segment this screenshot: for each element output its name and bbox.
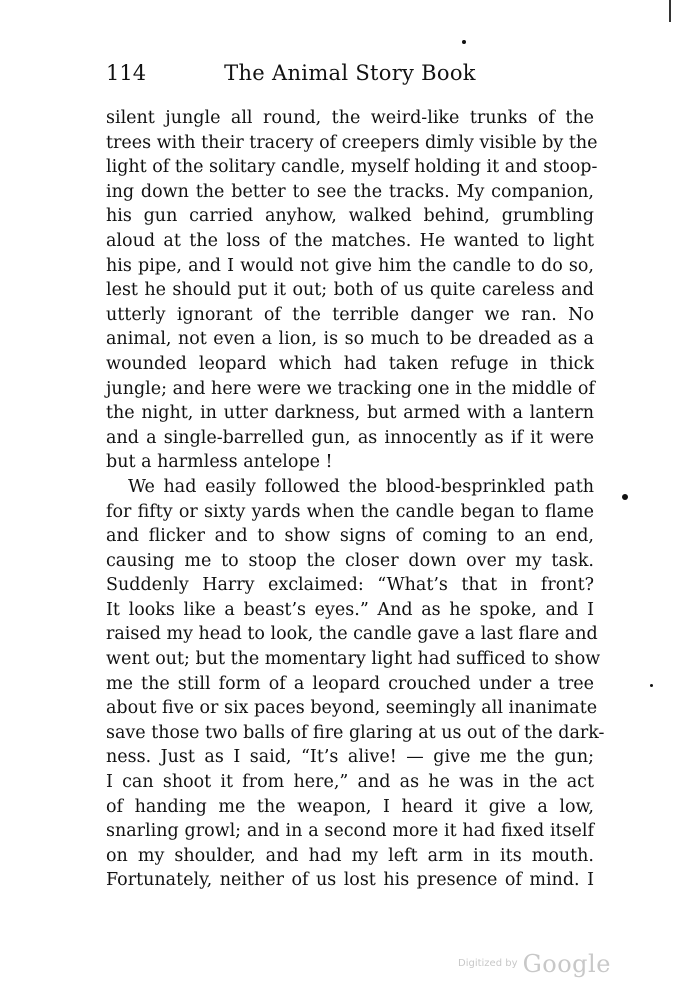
running-title: The Animal Story Book	[224, 61, 476, 85]
text-line: jungle; and here were we tracking one in the middle of	[106, 378, 595, 399]
text-line: I can shoot it from here,” and as he was in the act	[106, 772, 594, 793]
page-number: 114	[106, 61, 147, 85]
text-line: for fifty or sixty yards when the candle began to flame	[106, 501, 594, 522]
watermark-prefix: Digitized by	[458, 958, 518, 969]
text-line: Fortunately, neither of us lost his presence of mind. I	[106, 870, 594, 891]
text-line: his pipe, and I would not give him the candle to do so,	[106, 255, 594, 276]
paragraph-first-line: We had easily followed the blood-besprinkled path	[128, 476, 594, 497]
text-line: animal, not even a lion, is so much to be dreaded as a	[106, 329, 594, 350]
text-line: on my shoulder, and had my left arm in its mouth.	[106, 845, 594, 866]
text-line: utterly ignorant of the terrible danger we ran. No	[106, 304, 594, 325]
text-line: aloud at the loss of the matches. He wanted to light	[106, 230, 594, 251]
google-logo: Google	[522, 950, 611, 978]
text-line: It looks like a beast’s eyes.” And as he spoke, and I	[106, 599, 594, 620]
text-line: about five or six paces beyond, seemingly all inanimate	[106, 698, 598, 719]
paragraph-end-line: but a harmless antelope !	[106, 452, 333, 473]
text-line: save those two balls of fire glaring at us out of the dark-	[106, 722, 605, 743]
text-line: light of the solitary candle, myself holding it and stoop-	[106, 157, 598, 178]
body-text	[106, 106, 605, 893]
text-line: raised my head to look, the candle gave a last flare and	[106, 624, 598, 645]
text-line: went out; but the momentary light had sufficed to show	[106, 649, 601, 670]
text-line: causing me to stoop the closer down over my task.	[106, 550, 594, 571]
text-line: and a single-barrelled gun, as innocently as if it were	[106, 427, 594, 448]
scan-edge-mark	[669, 0, 671, 22]
page-header	[106, 58, 594, 88]
text-line: of handing me the weapon, I heard it give a low,	[106, 796, 594, 817]
scan-speck	[462, 40, 466, 44]
scan-speck	[622, 494, 628, 500]
text-line: ing down the better to see the tracks. My companion,	[106, 181, 594, 202]
text-line: Suddenly Harry exclaimed: “What’s that in front?	[106, 575, 594, 596]
digitized-watermark	[458, 950, 611, 978]
text-line: the night, in utter darkness, but armed with a lantern	[106, 403, 594, 424]
text-line: me the still form of a leopard crouched under a tree	[106, 673, 594, 694]
text-line: his gun carried anyhow, walked behind, grumbling	[106, 206, 594, 227]
text-line: lest he should put it out; both of us quite careless and	[106, 280, 594, 301]
text-line: ness. Just as I said, “It’s alive! — give me the gun;	[106, 747, 594, 768]
text-line: silent jungle all round, the weird-like trunks of the	[106, 108, 594, 128]
text-line: and flicker and to show signs of coming to an end,	[106, 526, 594, 547]
scan-speck	[650, 684, 653, 687]
text-line: snarling growl; and in a second more it had fixed itself	[106, 821, 594, 842]
text-line: wounded leopard which had taken refuge in thick	[106, 353, 594, 374]
text-line: trees with their tracery of creepers dimly visible by the	[106, 132, 598, 153]
